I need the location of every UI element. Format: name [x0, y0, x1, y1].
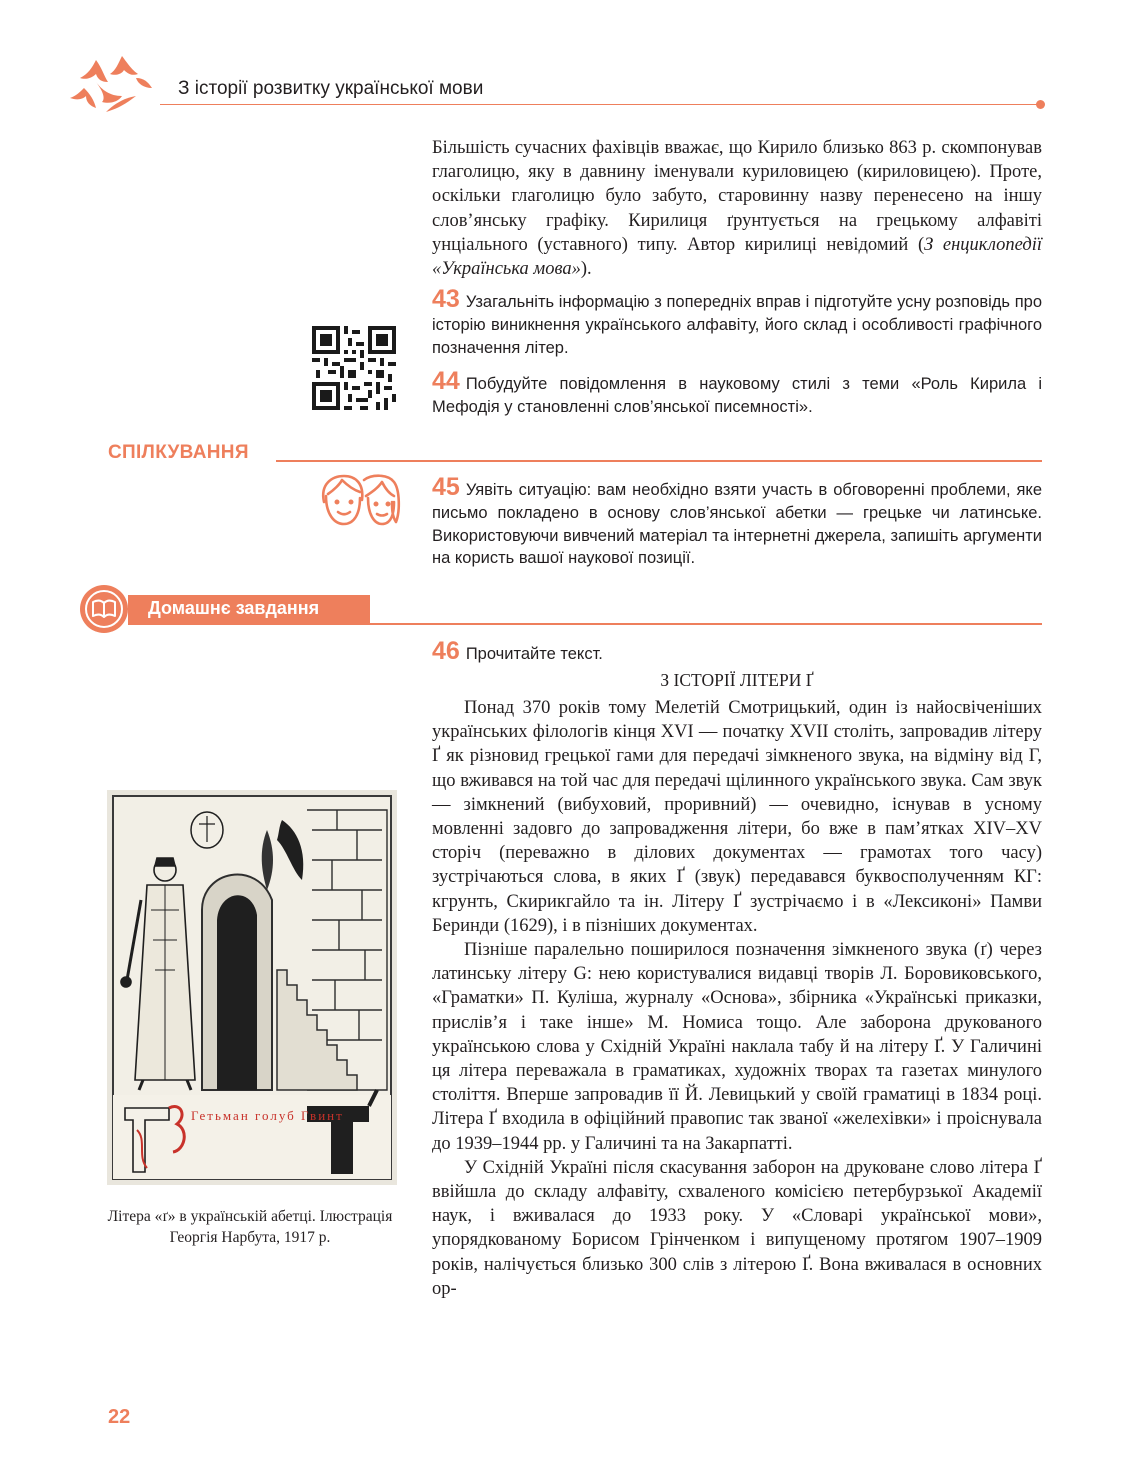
- book-icon: [80, 585, 128, 633]
- article-paragraph: Пізніше паралельно поширилося позначення зімкненого звука (ґ) через латинську літеру G: нею користувалися видавці творів Л. Боровиковського, «Граматки» П. Куліша, журналу «Основа», збірника «Українські приказки, прислів’я і таке інше» М. Номиса тощо. Але заборона друкованого українською слова у Східній Україні наклала табу й на літеру Ґ. У Галичині ця літера переважала в граматиках, художніх творах та газетах минулого століття. Вперше запровадив її Й. Левицький у своїй граматиці в 1834 році. Літера Ґ входила в офіційний правопис так званої «желехівки» і проіснувала до 1939–1944 рр. у Галичині та на Закарпатті.: [432, 940, 1042, 1154]
- task-44: 44 Побудуйте повідомлення в науковому стилі з теми «Роль Кирила і Мефодія у становленні слов’янської писемності».: [432, 367, 1042, 416]
- article-paragraph: Понад 370 років тому Мелетій Смотрицький, один із найосвіченіших українських філологів кінця XVI — початку XVII століть, запровадив літеру Ґ як різновид грецької гами для передачі зімкненого звука, на відміну від Г, що вживався на той час для передачі щілинного українського звука. Сам звук — зімкнений (вибуховий, проривний) — очевидно, існував в усному мовленні задовго до запровадження літери, бо вже в пам’ятках XIV–XV сторіч (переважно в ділових документах — грамотах того часу) зустрічаються слова, в яких Ґ (звук) передавався буквосполученням КГ: кгрунть, Скирикгайло та ін. Літеру Ґ зустрічаємо і в «Лексиконі» Памви Беринди (1629), і в пізніших документах.: [432, 698, 1042, 936]
- article-title: З ІСТОРІЇ ЛІТЕРИ Ґ: [660, 670, 814, 690]
- two-faces-icon: [316, 472, 402, 528]
- task-46: 46 Прочитайте текст.: [432, 637, 603, 665]
- task-number: 46: [432, 637, 460, 665]
- narbut-illustration: [107, 790, 397, 1185]
- homework-badge: [80, 585, 128, 633]
- header-divider: [160, 104, 1040, 105]
- task-43: 43 Узагальніть інформацію з попередніх вправ і підготуйте усну розповідь про історію виникнення українського алфавіту, його склад і особливості графічного позначення літер.: [432, 285, 1042, 357]
- article-paragraph: У Східній Україні після скасування заборон на друковане слово літера Ґ ввійшла до складу алфавіту, схваленого комісією петербурзької Академії наук, і вживалася до 1933 року. У «Словарі української мови», упорядкованому Борисом Грінченком і випущеному протягом 1907–1909 років, налічується близько 300 слів з літерою Ґ. Вона вживалася в основних ор-: [432, 1157, 1042, 1299]
- page-number: 22: [108, 1406, 131, 1428]
- illustration-lettering: Гетьман голуб Гвинт: [191, 1108, 344, 1123]
- section-heading-homework: Домашнє завдання: [148, 598, 320, 618]
- section-divider: [370, 623, 1042, 625]
- header-divider-dot: [1036, 100, 1045, 109]
- source-citation: З енциклопедії «Українська мова»: [432, 234, 1042, 280]
- qr-code-icon: [312, 326, 396, 410]
- section-divider: [276, 460, 1042, 462]
- header-title: З історії розвитку української мови: [178, 78, 484, 99]
- flower-ornament-icon: [66, 52, 158, 116]
- section-heading-communication: СПІЛКУВАННЯ: [108, 442, 249, 463]
- article-body: [432, 696, 1042, 1301]
- intro-paragraph: Більшість сучасних фахівців вважає, що Кирило близько 863 р. скомпонував глаголицю, яку в давнину іменували куриловицею (кириловицею). Проте, оскільки глаголицю було забуто, старовинну назву перенесено на іншу слов’янську графіку. Кирилиця ґрунтується на грецькому алфавіті унціального (уставного) типу. Автор кирилиці невідомий (З енциклопедії «Українська мова»).: [432, 138, 1042, 280]
- task-number: 45: [432, 473, 460, 501]
- task-number: 44: [432, 367, 460, 395]
- task-number: 43: [432, 285, 460, 313]
- task-45: 45 Уявіть ситуацію: вам необхідно взяти участь в обговоренні проблеми, яке письмо покладено в основу слов’янської абетки — грецьке чи латинське. Використовуючи вивчений матеріал та інтернетні джерела, запишіть аргументи на користь вашої наукової позиції.: [432, 473, 1042, 568]
- illustration-caption: Літера «ґ» в українській абетці. Ілюстрація Георгія Нарбута, 1917 р.: [107, 1208, 393, 1246]
